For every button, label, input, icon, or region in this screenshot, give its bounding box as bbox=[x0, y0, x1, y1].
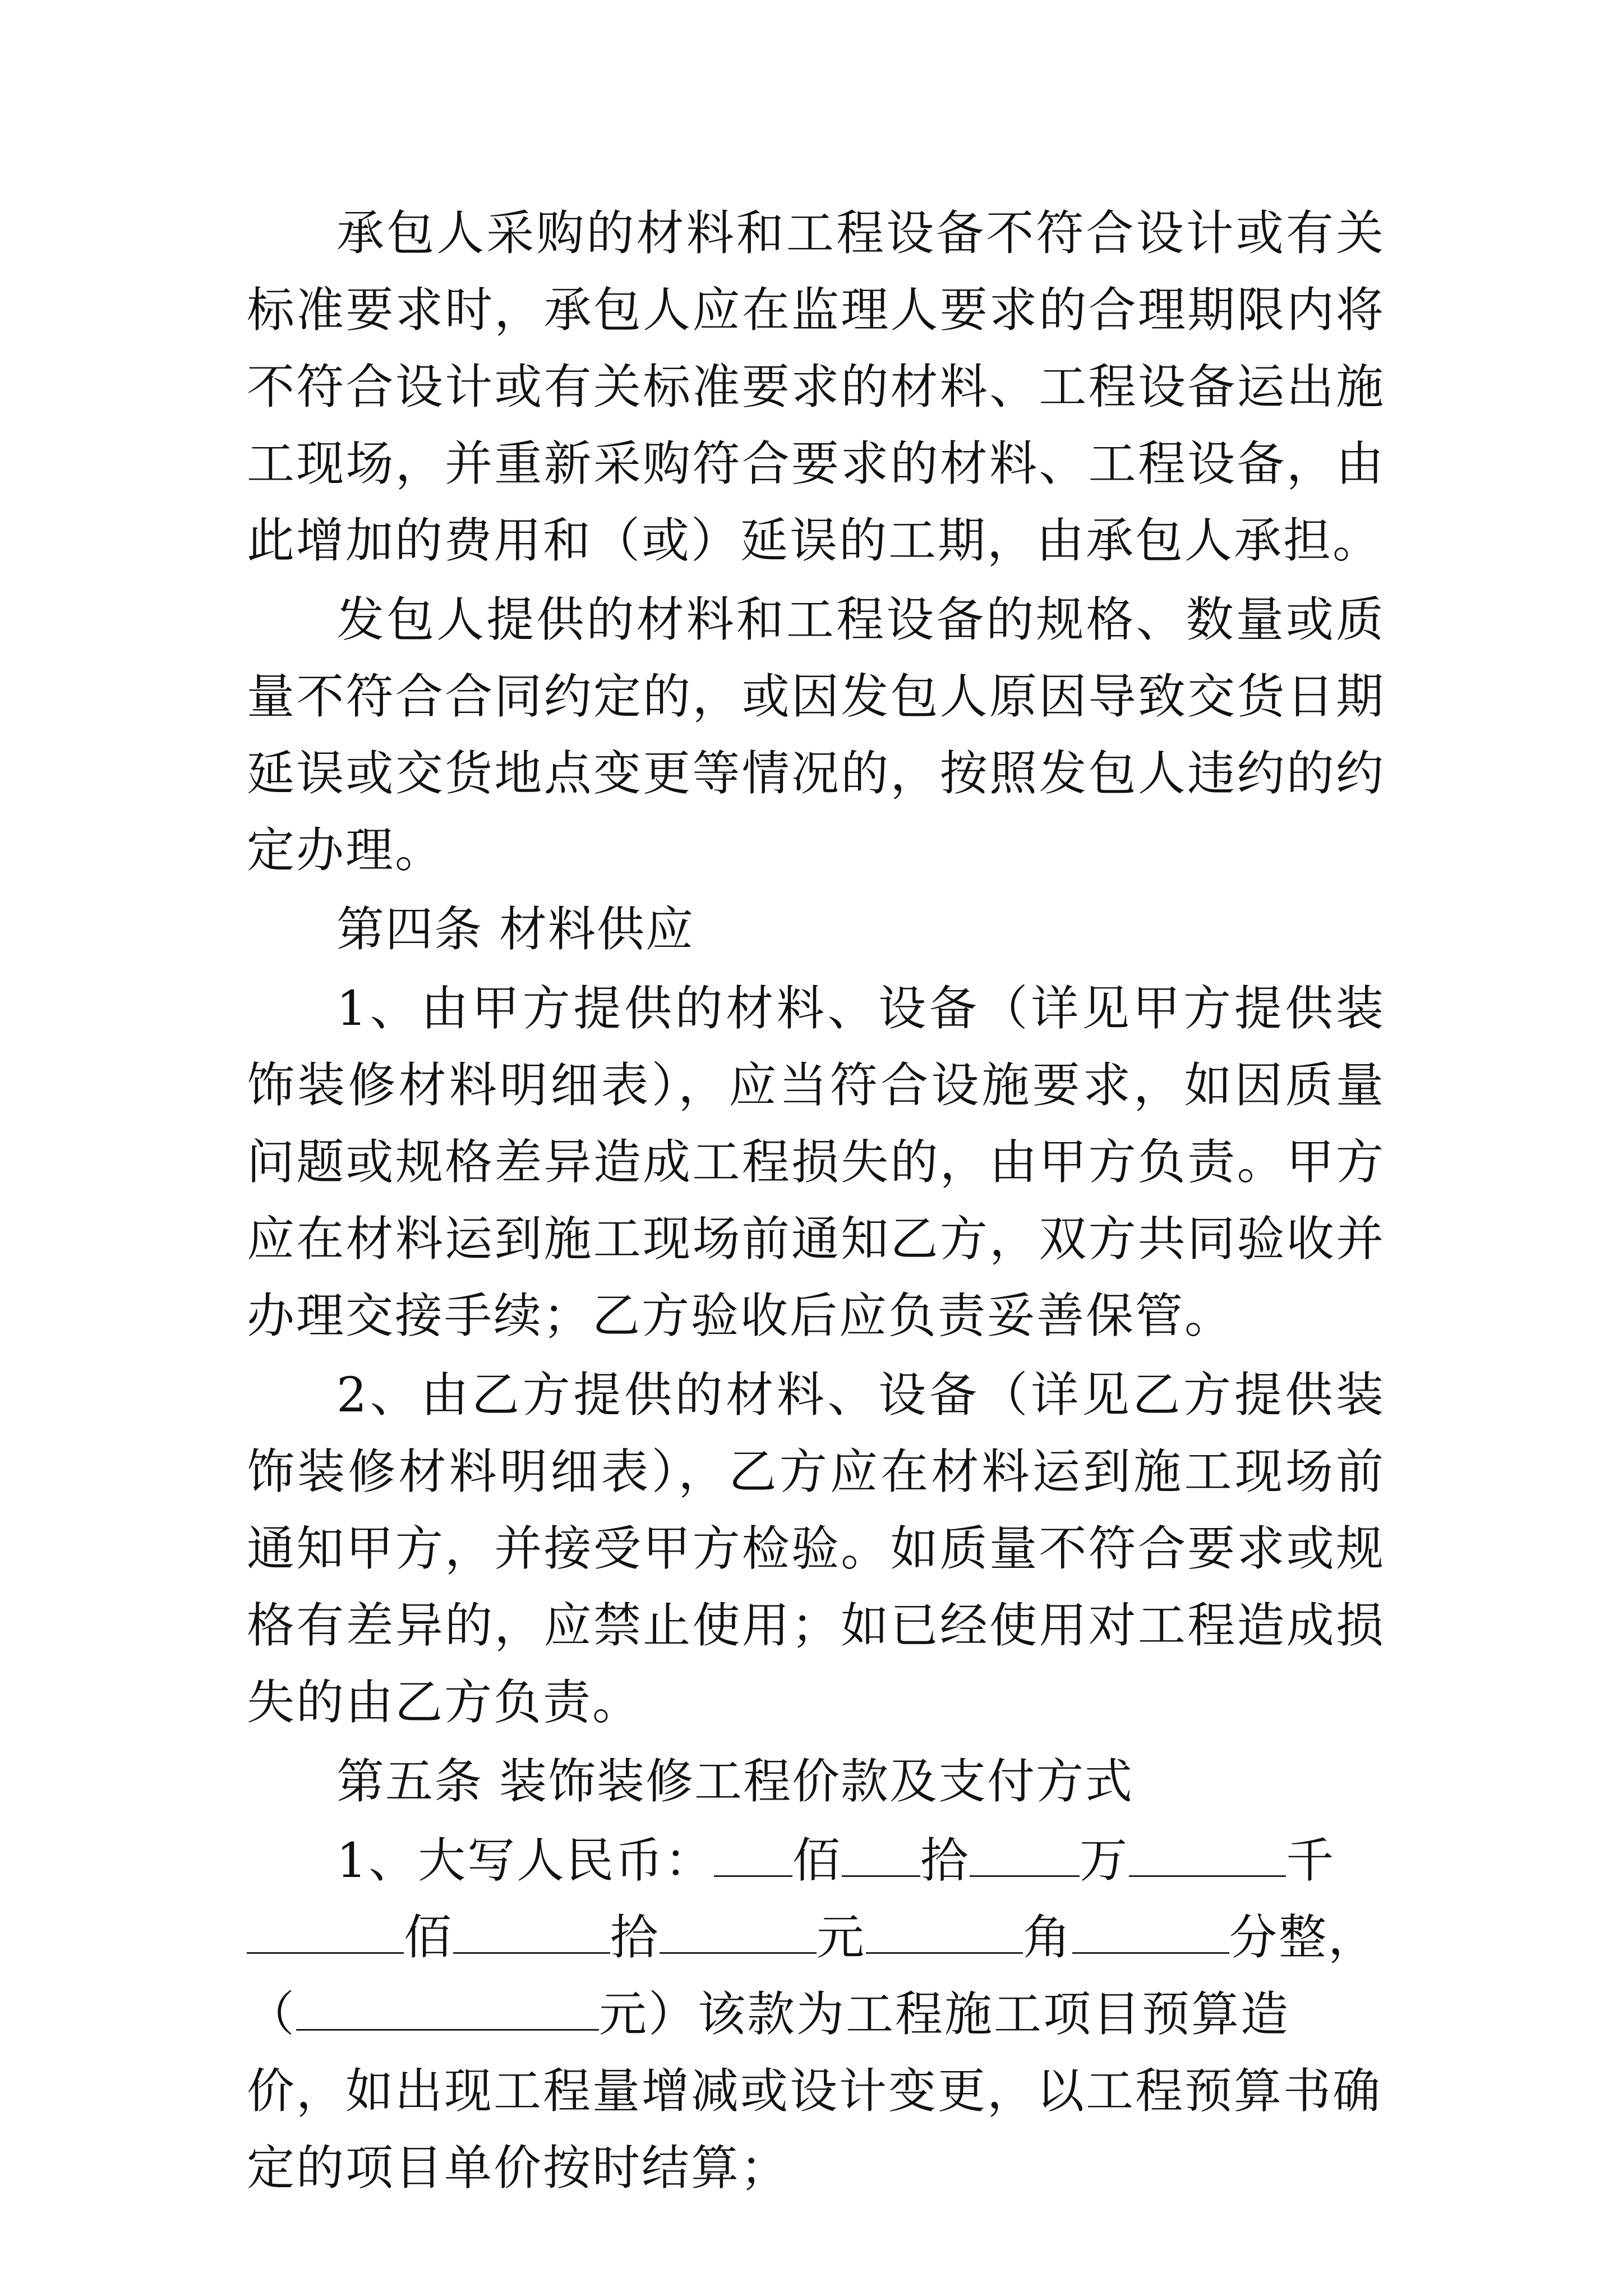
unit-jiao: 角 bbox=[1023, 1910, 1073, 1966]
unit-shi-2: 拾 bbox=[610, 1910, 660, 1966]
article-4-heading: 第四条 材料供应 bbox=[336, 902, 695, 958]
blank-bai-wan bbox=[714, 1835, 792, 1877]
blank-yuan bbox=[660, 1912, 817, 1954]
unit-bai: 佰 bbox=[792, 1833, 842, 1889]
unit-qian: 千 bbox=[1286, 1833, 1336, 1889]
unit-shi: 拾 bbox=[920, 1833, 970, 1889]
clause-5-1 bbox=[247, 1823, 1385, 2207]
blank-bai bbox=[247, 1912, 404, 1954]
unit-fen: 分 bbox=[1229, 1910, 1279, 1966]
clause-4-1: 1、由甲方提供的材料、设备（详见甲方提供装饰装修材料明细表），应当符合设施要求，如因质量问题或规格差异造成工程损失的，由甲方负责。甲方应在材料运到施工现场前通知乙方，双方共同验收并办理交接手续；乙方验收后应负责妥善保管。 bbox=[247, 981, 1385, 1344]
unit-zheng: 整，（ bbox=[247, 1910, 1378, 2042]
unit-yuan: 元 bbox=[817, 1910, 866, 1966]
unit-wan: 万 bbox=[1080, 1833, 1129, 1889]
blank-wan bbox=[970, 1835, 1080, 1877]
blank-shi-wan bbox=[842, 1835, 920, 1877]
clause-5-1-text: 该款为工程施工项目预算造价，如出现工程量增减或设计变更，以工程预算书确定的项目单价按时结算； bbox=[247, 1987, 1382, 2196]
document-body bbox=[247, 195, 1385, 2209]
blank-amount-figures bbox=[296, 1989, 599, 2031]
blank-qian bbox=[1129, 1835, 1286, 1877]
blank-fen bbox=[1072, 1912, 1229, 1954]
unit-yuan-close: 元） bbox=[599, 1987, 698, 2042]
paragraph-employer-materials: 发包人提供的材料和工程设备的规格、数量或质量不符合合同约定的，或因发包人原因导致交货日期延误或交货地点变更等情况的，按照发包人违约的约定办理。 bbox=[247, 592, 1385, 878]
paragraph-contractor-materials: 承包人采购的材料和工程设备不符合设计或有关标准要求时，承包人应在监理人要求的合理期限内将不符合设计或有关标准要求的材料、工程设备运出施工现场，并重新采购符合要求的材料、工程设备，由此增加的费用和（或）延误的工期，由承包人承担。 bbox=[247, 206, 1385, 569]
clause-4-2: 2、由乙方提供的材料、设备（详见乙方提供装饰装修材料明细表），乙方应在材料运到施工现场前通知甲方，并接受甲方检验。如质量不符合要求或规格有差异的，应禁止使用；如已经使用对工程造成损失的由乙方负责。 bbox=[247, 1368, 1385, 1731]
amount-prefix: 1、大写人民币： bbox=[336, 1833, 714, 1889]
blank-shi bbox=[453, 1912, 610, 1954]
unit-bai-2: 佰 bbox=[404, 1910, 454, 1966]
blank-jiao bbox=[866, 1912, 1023, 1954]
article-5-heading: 第五条 装饰装修工程价款及支付方式 bbox=[336, 1754, 1134, 1810]
